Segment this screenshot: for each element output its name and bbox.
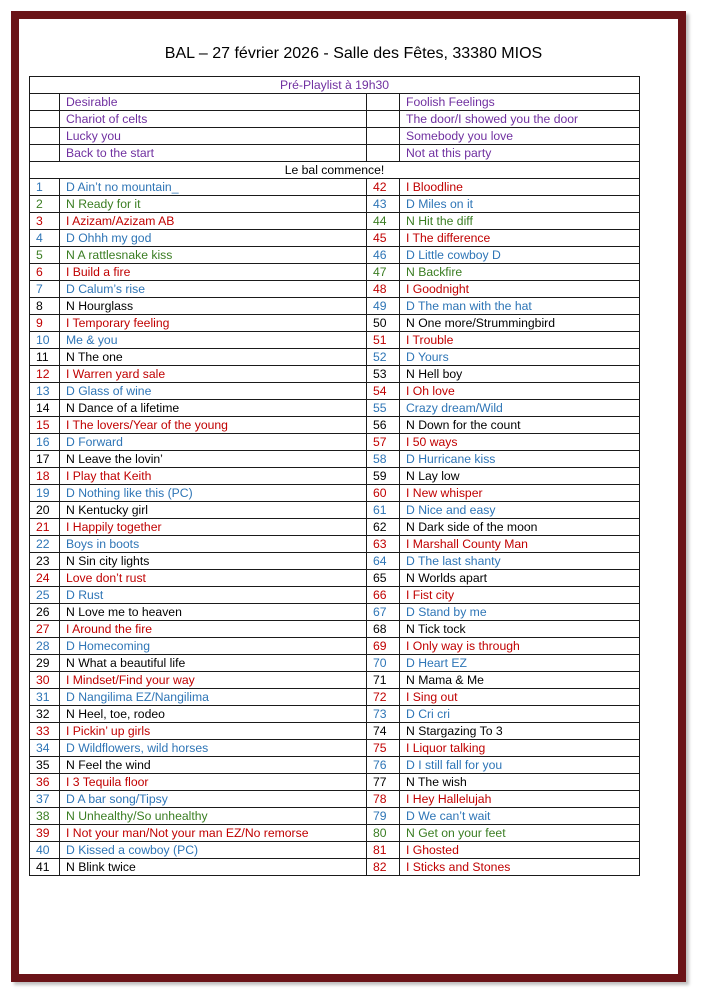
song-number: 78 [367, 791, 400, 808]
song-number: 26 [30, 604, 60, 621]
song-row [30, 400, 640, 417]
song-number: 10 [30, 332, 60, 349]
song-number: 8 [30, 298, 60, 315]
song-number: 35 [30, 757, 60, 774]
song-title: Lucky you [60, 128, 367, 145]
number-cell [367, 111, 400, 128]
song-number: 14 [30, 400, 60, 417]
song-number: 82 [367, 859, 400, 876]
song-title: N Stargazing To 3 [400, 723, 640, 740]
song-title: D Cri cri [400, 706, 640, 723]
song-title: I Trouble [400, 332, 640, 349]
song-number: 62 [367, 519, 400, 536]
song-number: 57 [367, 434, 400, 451]
song-number: 80 [367, 825, 400, 842]
song-number: 53 [367, 366, 400, 383]
song-row [30, 264, 640, 281]
song-number: 36 [30, 774, 60, 791]
song-title: Chariot of celts [60, 111, 367, 128]
song-title: D A bar song/Tipsy [60, 791, 367, 808]
song-title: D Calum’s rise [60, 281, 367, 298]
song-number: 17 [30, 451, 60, 468]
song-number: 65 [367, 570, 400, 587]
song-number: 59 [367, 468, 400, 485]
number-cell [30, 145, 60, 162]
song-row [30, 281, 640, 298]
song-number: 21 [30, 519, 60, 536]
song-number: 5 [30, 247, 60, 264]
song-row [30, 485, 640, 502]
song-title: I Not your man/Not your man EZ/No remorse [60, 825, 367, 842]
song-title: D Little cowboy D [400, 247, 640, 264]
song-number: 73 [367, 706, 400, 723]
song-title: N Lay low [400, 468, 640, 485]
song-title: N What a beautiful life [60, 655, 367, 672]
song-title: N Mama & Me [400, 672, 640, 689]
preplaylist-row [30, 128, 640, 145]
song-title: I Goodnight [400, 281, 640, 298]
song-title: N Backfire [400, 264, 640, 281]
song-title: N Blink twice [60, 859, 367, 876]
song-number: 54 [367, 383, 400, 400]
song-title: I Liquor talking [400, 740, 640, 757]
song-title: N Love me to heaven [60, 604, 367, 621]
song-title: Back to the start [60, 145, 367, 162]
song-number: 77 [367, 774, 400, 791]
song-number: 71 [367, 672, 400, 689]
song-number: 70 [367, 655, 400, 672]
song-row [30, 604, 640, 621]
song-row [30, 536, 640, 553]
song-number: 7 [30, 281, 60, 298]
song-number: 19 [30, 485, 60, 502]
song-number: 81 [367, 842, 400, 859]
song-title: Somebody you love [400, 128, 640, 145]
song-title: I The lovers/Year of the young [60, 417, 367, 434]
playlist-table [29, 76, 640, 876]
song-number: 45 [367, 230, 400, 247]
song-title: N Heel, toe, rodeo [60, 706, 367, 723]
song-number: 33 [30, 723, 60, 740]
song-title: D Yours [400, 349, 640, 366]
song-title: N Worlds apart [400, 570, 640, 587]
number-cell [367, 145, 400, 162]
song-title: D Rust [60, 587, 367, 604]
song-row [30, 451, 640, 468]
song-row [30, 842, 640, 859]
song-title: N Get on your feet [400, 825, 640, 842]
song-title: D We can’t wait [400, 808, 640, 825]
preplaylist-row [30, 111, 640, 128]
song-number: 2 [30, 196, 60, 213]
song-row [30, 706, 640, 723]
song-title: Boys in boots [60, 536, 367, 553]
song-title: N Hit the diff [400, 213, 640, 230]
song-title: Foolish Feelings [400, 94, 640, 111]
song-number: 43 [367, 196, 400, 213]
song-row [30, 808, 640, 825]
song-row [30, 825, 640, 842]
song-number: 66 [367, 587, 400, 604]
song-row [30, 417, 640, 434]
song-title: N Leave the lovin’ [60, 451, 367, 468]
song-row [30, 570, 640, 587]
song-number: 52 [367, 349, 400, 366]
song-title: N Kentucky girl [60, 502, 367, 519]
song-title: Love don’t rust [60, 570, 367, 587]
song-title: D The last shanty [400, 553, 640, 570]
song-row [30, 655, 640, 672]
song-number: 1 [30, 179, 60, 196]
song-title: I Hey Hallelujah [400, 791, 640, 808]
song-number: 31 [30, 689, 60, 706]
song-row [30, 468, 640, 485]
song-title: D Ohhh my god [60, 230, 367, 247]
song-number: 47 [367, 264, 400, 281]
song-number: 29 [30, 655, 60, 672]
song-number: 30 [30, 672, 60, 689]
song-number: 12 [30, 366, 60, 383]
song-number: 56 [367, 417, 400, 434]
song-number: 28 [30, 638, 60, 655]
song-title: I The difference [400, 230, 640, 247]
song-row [30, 366, 640, 383]
song-number: 55 [367, 400, 400, 417]
song-number: 63 [367, 536, 400, 553]
song-number: 24 [30, 570, 60, 587]
song-title: I Only way is through [400, 638, 640, 655]
song-title: I Warren yard sale [60, 366, 367, 383]
song-title: N The one [60, 349, 367, 366]
song-title: I Build a fire [60, 264, 367, 281]
song-title: N One more/Strummingbird [400, 315, 640, 332]
song-title: I 3 Tequila floor [60, 774, 367, 791]
song-title: N A rattlesnake kiss [60, 247, 367, 264]
song-title: N Feel the wind [60, 757, 367, 774]
song-title: I Bloodline [400, 179, 640, 196]
preplaylist-row [30, 94, 640, 111]
song-title: D Nothing like this (PC) [60, 485, 367, 502]
song-number: 39 [30, 825, 60, 842]
song-title: N Tick tock [400, 621, 640, 638]
song-row [30, 757, 640, 774]
song-title: I Temporary feeling [60, 315, 367, 332]
song-number: 18 [30, 468, 60, 485]
song-row [30, 723, 640, 740]
song-number: 34 [30, 740, 60, 757]
song-number: 75 [367, 740, 400, 757]
song-row [30, 434, 640, 451]
song-number: 76 [367, 757, 400, 774]
song-title: N Dance of a lifetime [60, 400, 367, 417]
song-title: D Wildflowers, wild horses [60, 740, 367, 757]
song-number: 15 [30, 417, 60, 434]
song-title: N Dark side of the moon [400, 519, 640, 536]
preplaylist-heading: Pré-Playlist à 19h30 [30, 77, 640, 94]
song-row [30, 230, 640, 247]
song-title: I Mindset/Find your way [60, 672, 367, 689]
song-number: 69 [367, 638, 400, 655]
song-number: 72 [367, 689, 400, 706]
song-title: D Glass of wine [60, 383, 367, 400]
song-number: 61 [367, 502, 400, 519]
song-row [30, 502, 640, 519]
preplaylist-heading-row [30, 77, 640, 94]
song-number: 48 [367, 281, 400, 298]
song-title: I Fist city [400, 587, 640, 604]
song-row [30, 179, 640, 196]
bal-heading: Le bal commence! [30, 162, 640, 179]
song-row [30, 740, 640, 757]
song-row [30, 791, 640, 808]
song-number: 50 [367, 315, 400, 332]
song-title: Not at this party [400, 145, 640, 162]
song-row [30, 332, 640, 349]
song-number: 41 [30, 859, 60, 876]
song-number: 37 [30, 791, 60, 808]
song-title: I Pickin’ up girls [60, 723, 367, 740]
song-number: 6 [30, 264, 60, 281]
song-title: I Marshall County Man [400, 536, 640, 553]
song-number: 49 [367, 298, 400, 315]
song-row [30, 859, 640, 876]
song-number: 38 [30, 808, 60, 825]
song-row [30, 298, 640, 315]
number-cell [367, 128, 400, 145]
song-title: N Ready for it [60, 196, 367, 213]
number-cell [30, 94, 60, 111]
song-title: N The wish [400, 774, 640, 791]
song-title: I Azizam/Azizam AB [60, 213, 367, 230]
song-number: 32 [30, 706, 60, 723]
song-title: I Play that Keith [60, 468, 367, 485]
song-number: 58 [367, 451, 400, 468]
preplaylist-row [30, 145, 640, 162]
song-title: I New whisper [400, 485, 640, 502]
song-number: 11 [30, 349, 60, 366]
song-number: 25 [30, 587, 60, 604]
song-title: I Oh love [400, 383, 640, 400]
number-cell [30, 111, 60, 128]
song-number: 4 [30, 230, 60, 247]
song-number: 79 [367, 808, 400, 825]
song-number: 67 [367, 604, 400, 621]
song-title: N Hell boy [400, 366, 640, 383]
song-number: 51 [367, 332, 400, 349]
song-number: 60 [367, 485, 400, 502]
song-row [30, 587, 640, 604]
song-title: Crazy dream/Wild [400, 400, 640, 417]
song-row [30, 315, 640, 332]
page-title: BAL – 27 février 2026 - Salle des Fêtes, 33380 MIOS [164, 45, 543, 62]
song-title: I Sing out [400, 689, 640, 706]
song-number: 9 [30, 315, 60, 332]
song-number: 68 [367, 621, 400, 638]
song-number: 13 [30, 383, 60, 400]
song-row [30, 621, 640, 638]
song-row [30, 519, 640, 536]
song-title: D Nice and easy [400, 502, 640, 519]
song-row [30, 553, 640, 570]
song-number: 74 [367, 723, 400, 740]
song-number: 44 [367, 213, 400, 230]
song-number: 42 [367, 179, 400, 196]
song-title: I Sticks and Stones [400, 859, 640, 876]
number-cell [30, 128, 60, 145]
song-title: I Happily together [60, 519, 367, 536]
song-number: 27 [30, 621, 60, 638]
song-number: 64 [367, 553, 400, 570]
song-title: N Unhealthy/So unhealthy [60, 808, 367, 825]
song-title: D I still fall for you [400, 757, 640, 774]
song-title: D Stand by me [400, 604, 640, 621]
song-title: N Hourglass [60, 298, 367, 315]
song-number: 40 [30, 842, 60, 859]
song-title: The door/I showed you the door [400, 111, 640, 128]
song-row [30, 672, 640, 689]
song-number: 46 [367, 247, 400, 264]
song-title: N Sin city lights [60, 553, 367, 570]
song-number: 3 [30, 213, 60, 230]
bal-heading-row [30, 162, 640, 179]
song-title: I Around the fire [60, 621, 367, 638]
song-title: N Down for the count [400, 417, 640, 434]
song-title: D Kissed a cowboy (PC) [60, 842, 367, 859]
song-title: I Ghosted [400, 842, 640, 859]
song-row [30, 349, 640, 366]
song-title: D Hurricane kiss [400, 451, 640, 468]
song-title: Desirable [60, 94, 367, 111]
song-row [30, 689, 640, 706]
song-title: D The man with the hat [400, 298, 640, 315]
song-number: 20 [30, 502, 60, 519]
song-title: D Forward [60, 434, 367, 451]
song-number: 16 [30, 434, 60, 451]
song-title: I 50 ways [400, 434, 640, 451]
song-row [30, 213, 640, 230]
song-title: D Heart EZ [400, 655, 640, 672]
song-number: 22 [30, 536, 60, 553]
song-title: D Homecoming [60, 638, 367, 655]
number-cell [367, 94, 400, 111]
song-title: D Ain’t no mountain_ [60, 179, 367, 196]
song-row [30, 638, 640, 655]
song-row [30, 196, 640, 213]
song-number: 23 [30, 553, 60, 570]
song-row [30, 774, 640, 791]
song-row [30, 383, 640, 400]
song-title: D Nangilima EZ/Nangilima [60, 689, 367, 706]
song-row [30, 247, 640, 264]
song-title: D Miles on it [400, 196, 640, 213]
song-title: Me & you [60, 332, 367, 349]
